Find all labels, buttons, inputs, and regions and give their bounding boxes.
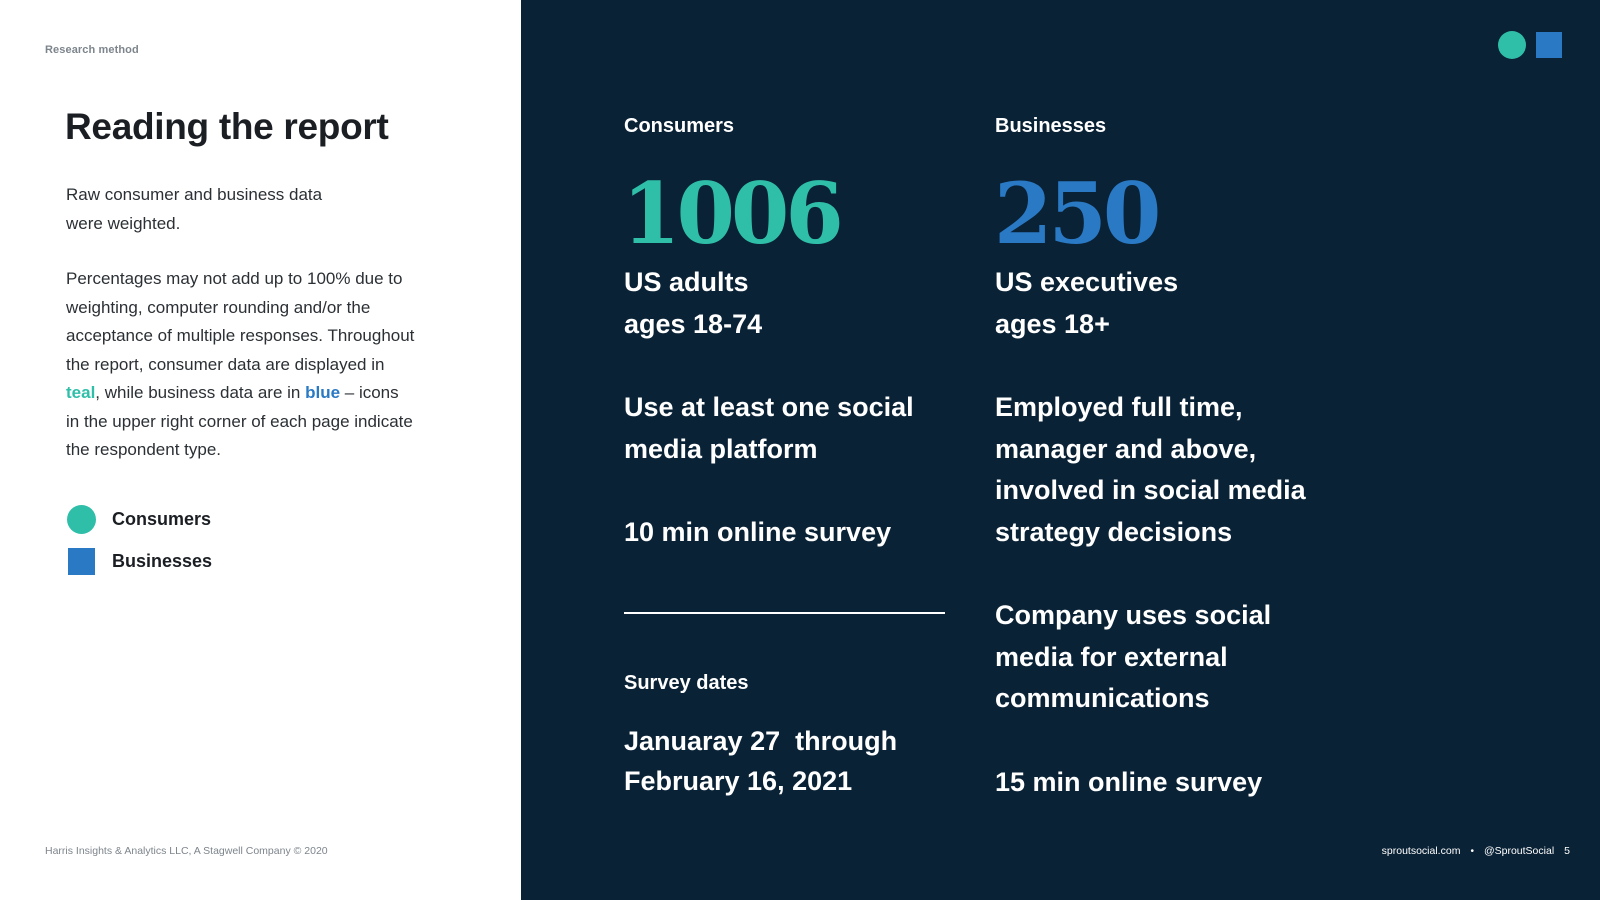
legend-consumers (67, 505, 211, 534)
businesses-criteria2-line1: Company uses social (995, 600, 1272, 630)
businesses-criteria1-line3: involved in social media (995, 475, 1306, 505)
blue-keyword: blue (305, 383, 341, 402)
legend-label-consumers: Consumers (112, 509, 212, 529)
explanation-text-3: – icons in the upper right corner of each page indicate the respondent type. (66, 383, 413, 459)
consumers-criteria-line1: Use at least one social (624, 392, 914, 422)
weighting-paragraph: Raw consumer and business data were weighted. (66, 185, 323, 233)
legend-label-businesses: Businesses (112, 551, 213, 571)
brand-footer (1382, 845, 1570, 857)
survey-dates (624, 721, 897, 801)
consumers-count: 1006 (622, 164, 840, 263)
businesses-audience-line2: ages 18+ (995, 308, 1110, 339)
consumers-criteria (624, 387, 914, 470)
businesses-criteria2-line2: media for external (995, 641, 1228, 672)
divider-line (624, 612, 945, 614)
page-number: 5 (1564, 845, 1570, 857)
square-icon (68, 548, 95, 575)
consumers-audience (624, 262, 762, 345)
businesses-count: 250 (994, 164, 1158, 263)
businesses-criteria-company (995, 595, 1271, 720)
consumers-audience-line2: ages 18-74 (624, 308, 763, 339)
survey-dates-line1: Januaray 27 through (624, 726, 898, 756)
consumers-criteria-line2: media platform (624, 433, 818, 464)
circle-icon (67, 505, 96, 534)
social-handle[interactable]: @SproutSocial (1483, 845, 1555, 857)
legend-businesses (67, 548, 212, 575)
consumers-heading: Consumers (624, 115, 735, 137)
explanation-text-2: , while business data are in (95, 383, 306, 402)
businesses-audience (995, 262, 1178, 345)
businesses-criteria1-line2: manager and above, (995, 433, 1257, 464)
businesses-audience-line1: US executives (995, 267, 1179, 297)
businesses-criteria2-line3: communications (995, 683, 1210, 713)
businesses-criteria-employment (995, 387, 1306, 553)
businesses-criteria1-line1: Employed full time, (995, 392, 1243, 422)
businesses-heading: Businesses (995, 115, 1107, 137)
consumers-audience-line1: US adults (624, 267, 749, 297)
consumer-circle-icon (1498, 31, 1526, 59)
explanation-paragraph (66, 265, 416, 465)
section-eyebrow: Research method (45, 44, 139, 56)
survey-dates-line2: February 16, 2021 (624, 766, 853, 796)
survey-dates-heading: Survey dates (624, 672, 749, 694)
footer-separator: • (1470, 845, 1474, 857)
teal-keyword: teal (66, 383, 96, 402)
left-panel (0, 0, 521, 900)
businesses-survey-length: 15 min online survey (995, 767, 1263, 797)
copyright-footer: Harris Insights & Analytics LLC, A Stagwell Company © 2020 (45, 845, 328, 857)
website-link[interactable]: sproutsocial.com (1381, 845, 1461, 857)
consumers-survey-length: 10 min online survey (624, 517, 892, 547)
explanation-text-1: Percentages may not add up to 100% due to weighting, computer rounding and/or the acceptance of multiple responses. Throughout the report, consumer data are displayed in (66, 269, 415, 374)
page-title: Reading the report (65, 106, 389, 147)
business-square-icon (1536, 32, 1562, 58)
businesses-criteria1-line4: strategy decisions (995, 516, 1233, 547)
